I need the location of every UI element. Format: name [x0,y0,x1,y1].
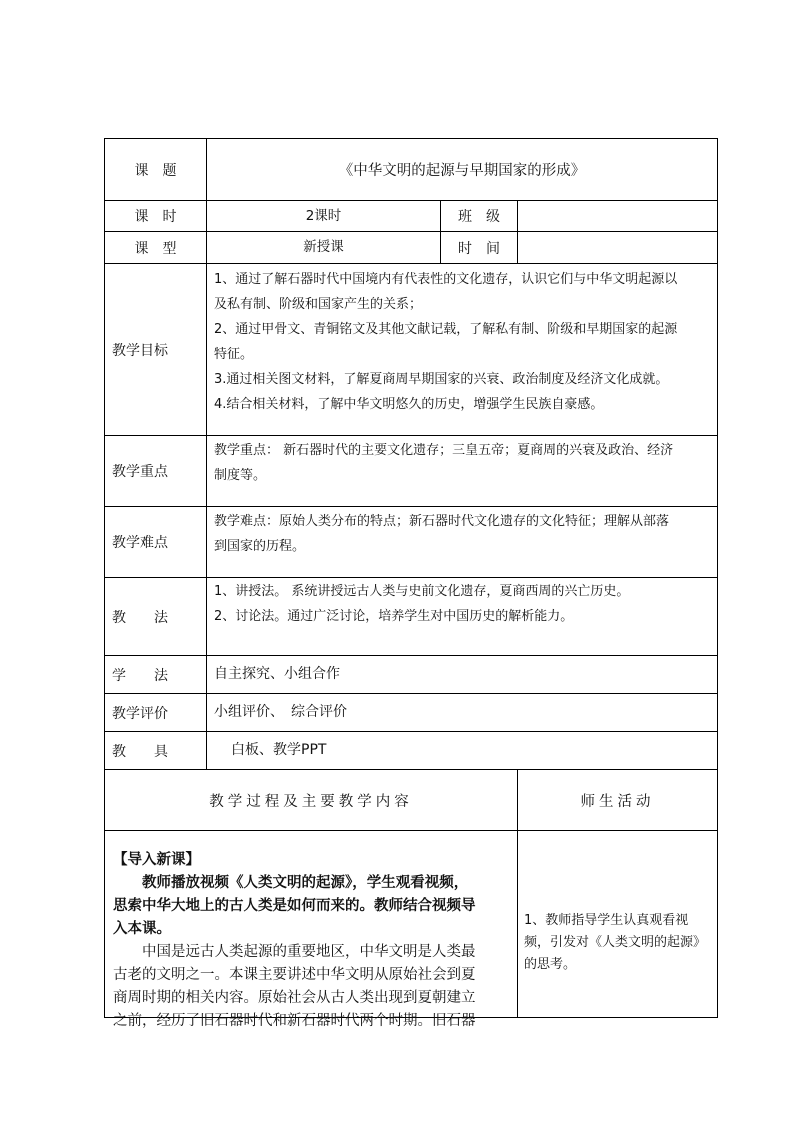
activity-line: 1、教师指导学生认真观看视 [524,913,689,928]
tools-value: 白板、教学PPT [206,731,718,770]
objectives-content [206,263,718,436]
class-label: 班 级 [440,200,518,232]
evaluation-label: 教学评价 [104,693,207,732]
objective-line: 特征。 [214,347,254,362]
teaching-method-line: 1、讲授法。 系统讲授远古人类与史前文化遗存，夏商西周的兴亡历史。 [214,584,630,599]
process-header-main: 教学过程及主要教学内容 [104,769,518,831]
type-value: 新授课 [206,231,441,264]
difficulties-label: 教学难点 [104,506,207,578]
objective-line: 3.通过相关图文材料，了解夏商周早期国家的兴衰、政治制度及经济文化成就。 [214,372,669,387]
learning-methods-label: 学 法 [104,655,207,694]
activity-line: 频，引发对《人类文明的起源》 [524,935,707,950]
objective-line: 及私有制、阶级和国家产生的关系； [214,297,423,312]
evaluation-value: 小组评价、 综合评价 [206,693,718,732]
difficulty-line: 教学难点：原始人类分布的特点；新石器时代文化遗存的文化特征；理解从部落 [214,514,670,529]
intro-body-line: 古老的文明之一。本课主要讲述中华文明从原始社会到夏 [113,967,476,983]
teaching-methods-content [206,577,718,656]
class-value [517,200,718,232]
objective-line: 2、通过甲骨文、青铜铭文及其他文献记载，了解私有制、阶级和早期国家的起源 [214,322,678,337]
topic-value: 《中华文明的起源与早期国家的形成》 [206,138,718,201]
intro-body-line: 之前，经历了旧石器时代和新石器时代两个时期。旧石器 [113,1013,476,1029]
time-label: 时 间 [440,231,518,264]
section-title: 【导入新课】 [113,852,200,868]
intro-bold-line: 思索中华大地上的古人类是如何而来的。教师结合视频导 [113,898,476,914]
intro-body-line: 商周时期的相关内容。原始社会从古人类出现到夏朝建立 [113,990,476,1006]
topic-label: 课 题 [104,138,207,201]
objective-line: 4.结合相关材料，了解中华文明悠久的历史，增强学生民族自豪感。 [214,397,604,412]
process-side-content [517,830,718,1018]
key-points-content [206,435,718,507]
objectives-label: 教学目标 [104,263,207,436]
hours-value: 2课时 [206,200,441,232]
intro-bold-line: 教师播放视频《人类文明的起源》，学生观看视频， [142,875,469,891]
key-point-line: 教学重点： 新石器时代的主要文化遗存；三皇五帝；夏商周的兴衰及政治、经济 [214,443,674,458]
process-content [104,830,518,1029]
type-label: 课 型 [104,231,207,264]
difficulties-content [206,506,718,578]
teaching-methods-label: 教 法 [104,577,207,656]
time-value [517,231,718,264]
key-points-label: 教学重点 [104,435,207,507]
activity-line: 的思考。 [524,957,577,972]
teaching-method-line: 2、讨论法。通过广泛讨论，培养学生对中国历史的解析能力。 [214,609,574,624]
intro-bold-line: 入本课。 [113,921,171,937]
objective-line: 1、通过了解石器时代中国境内有代表性的文化遗存，认识它们与中华文明起源以 [214,272,678,287]
intro-body-line: 中国是远古人类起源的重要地区，中华文明是人类最 [142,944,476,960]
hours-label: 课 时 [104,200,207,232]
tools-label: 教 具 [104,731,207,770]
process-header-side: 师生活动 [517,769,718,831]
learning-methods-value: 自主探究、小组合作 [206,655,718,694]
difficulty-line: 到国家的历程。 [214,539,306,554]
key-point-line: 制度等。 [214,468,267,483]
